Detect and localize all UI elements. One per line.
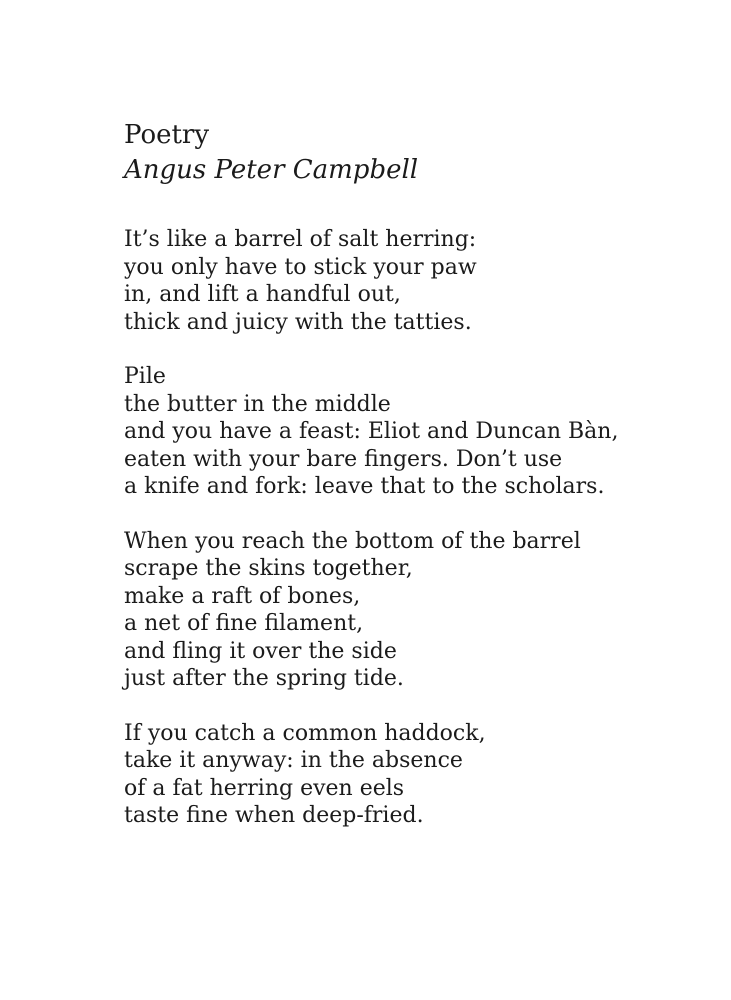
poem-line: taste fine when deep-fried. (124, 803, 424, 828)
stanza-1 (124, 226, 644, 336)
poem-line: just after the spring tide. (124, 666, 404, 691)
poem-line: When you reach the bottom of the barrel (124, 528, 581, 554)
stanza-4 (124, 720, 644, 830)
poem-line: thick and juicy with the tatties. (124, 309, 472, 335)
poem-line: If you catch a common haddock, (124, 720, 486, 746)
stanza-3 (124, 528, 644, 693)
poem-line: the butter in the middle (124, 391, 391, 417)
poem-line: you only have to stick your paw (124, 254, 477, 280)
poem-line: a knife and fork: leave that to the scholars. (124, 474, 605, 499)
poem-line: take it anyway: in the absence (124, 748, 463, 773)
poem-line: of a fat herring even eels (124, 775, 405, 801)
poem-line: in, and lift a handful out, (124, 282, 401, 307)
poem-line: eaten with your bare fingers. Don’t use (124, 446, 563, 472)
poem-author: Angus Peter Campbell (124, 155, 419, 185)
poem-line: make a raft of bones, (124, 583, 361, 609)
poem-line: scrape the skins together, (124, 556, 413, 581)
poem-content (124, 118, 644, 830)
poem-line: It’s like a barrel of salt herring: (124, 227, 477, 252)
poem-line: a net of fine filament, (124, 611, 364, 636)
poem-line: and you have a feast: Eliot and Duncan Bàn, (124, 419, 619, 444)
poem-line: Pile (124, 364, 166, 389)
stanza-2 (124, 363, 644, 501)
poem-title: Poetry (124, 120, 210, 150)
poem-line: and fling it over the side (124, 638, 397, 664)
